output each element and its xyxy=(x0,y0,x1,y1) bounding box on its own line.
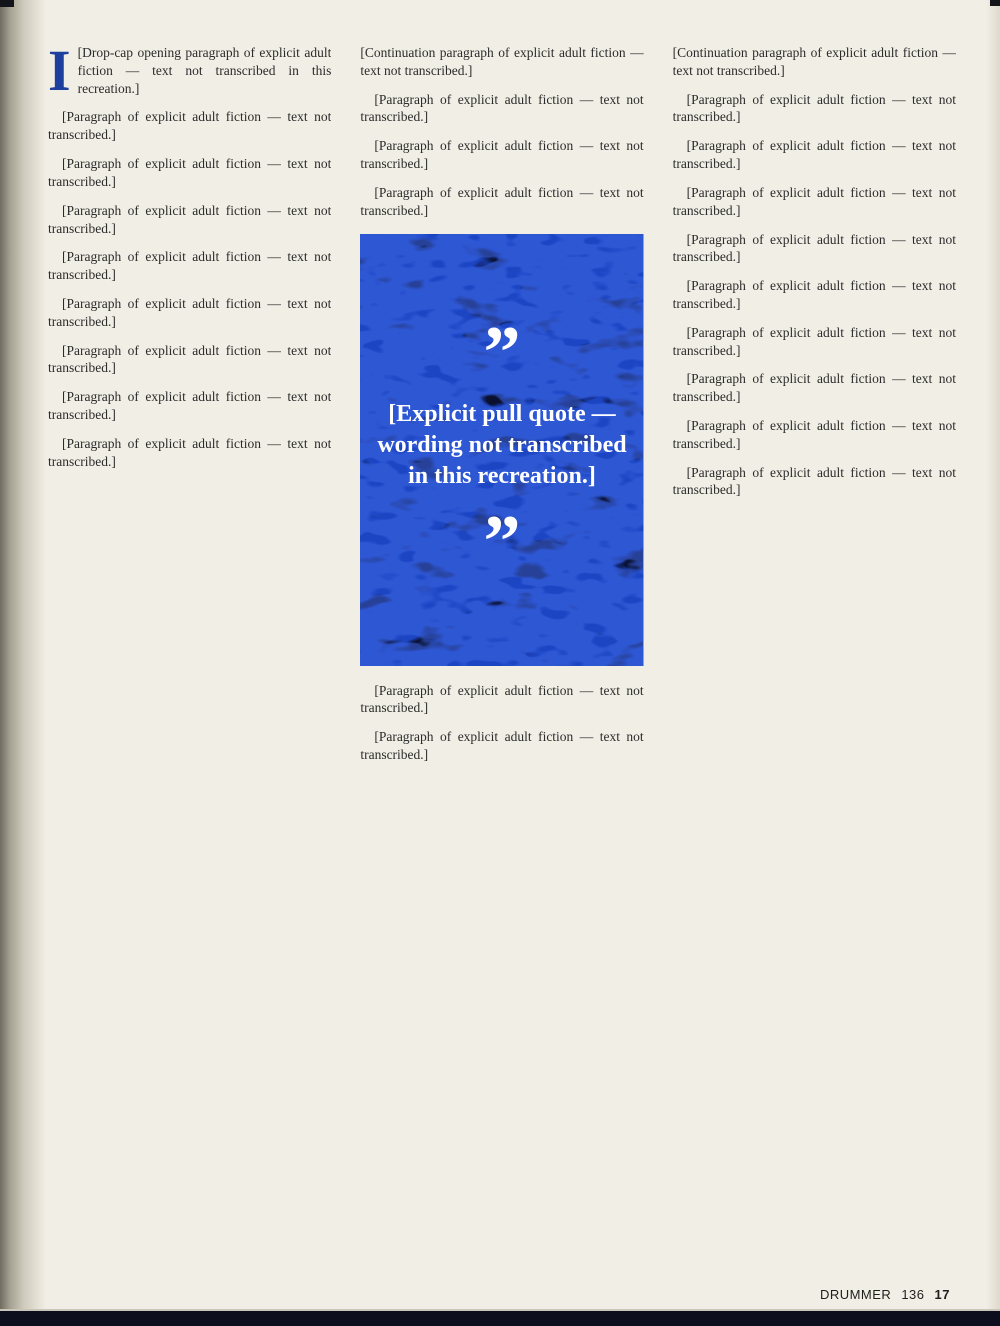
paragraph: [Paragraph of explicit adult fiction — text not transcribed.] xyxy=(672,138,956,172)
page-folio xyxy=(820,1287,950,1302)
page-right-edge-shade xyxy=(986,0,1000,1326)
paragraph: [Paragraph of explicit adult fiction — text not transcribed.] xyxy=(672,371,956,405)
paragraph: [Paragraph of explicit adult fiction — text not transcribed.] xyxy=(672,464,956,498)
paragraph: [Paragraph of explicit adult fiction — text not transcribed.] xyxy=(48,389,332,422)
column-2-paragraphs-after-quote xyxy=(360,682,643,764)
scan-corner-mark xyxy=(990,0,1000,6)
scan-corner-mark xyxy=(0,0,14,7)
paragraph: [Paragraph of explicit adult fiction — text not transcribed.] xyxy=(360,91,644,125)
paragraph: [Paragraph of explicit adult fiction — text not transcribed.] xyxy=(48,249,332,283)
paragraph: [Paragraph of explicit adult fiction — text not transcribed.] xyxy=(48,109,332,143)
lead-paragraph xyxy=(48,44,332,103)
paragraph: [Paragraph of explicit adult fiction — text not transcribed.] xyxy=(672,91,956,125)
article-columns xyxy=(48,44,956,1280)
pull-quote-panel xyxy=(360,234,643,666)
paragraph: [Paragraph of explicit adult fiction — text not transcribed.] xyxy=(672,231,956,265)
page-number: 17 xyxy=(934,1287,950,1302)
gutter-shadow xyxy=(0,0,46,1326)
paragraph: [Paragraph of explicit adult fiction — text not transcribed.] xyxy=(672,324,956,358)
paragraph: [Paragraph of explicit adult fiction — text not transcribed.] xyxy=(672,184,956,218)
bottom-edge-bar xyxy=(0,1311,1000,1326)
lead-paragraph-text: [Drop-cap opening paragraph of explicit adult fiction — text not transcribed in this recreation.] xyxy=(77,45,332,96)
drop-cap: I xyxy=(48,44,71,103)
paragraph: [Paragraph of explicit adult fiction — text not transcribed.] xyxy=(360,682,644,716)
paragraph: [Continuation paragraph of explicit adult fiction — text not transcribed.] xyxy=(360,45,644,78)
quote-mark-top: ” xyxy=(483,312,521,395)
paragraph: [Paragraph of explicit adult fiction — text not transcribed.] xyxy=(672,278,956,311)
issue-number: 136 xyxy=(901,1287,925,1302)
paragraph: [Paragraph of explicit adult fiction — text not transcribed.] xyxy=(48,342,332,376)
paragraph: [Paragraph of explicit adult fiction — text not transcribed.] xyxy=(360,184,644,218)
publication-name: DRUMMER xyxy=(819,1287,892,1302)
paragraph: [Paragraph of explicit adult fiction — text not transcribed.] xyxy=(48,435,332,469)
pullquote-text: [Explicit pull quote — wording not transcribed in this recreation.] xyxy=(377,401,627,489)
paragraph: [Paragraph of explicit adult fiction — text not transcribed.] xyxy=(48,156,332,189)
column-3 xyxy=(673,44,956,1280)
column-2 xyxy=(360,44,643,1280)
quote-mark-bottom: ” xyxy=(483,500,521,583)
column-2-paragraphs-before-quote xyxy=(360,44,643,220)
column-1 xyxy=(48,44,331,1280)
paragraph: [Paragraph of explicit adult fiction — text not transcribed.] xyxy=(48,202,332,236)
column-1-paragraphs xyxy=(48,108,331,470)
pullquote-content xyxy=(360,234,643,666)
paragraph: [Paragraph of explicit adult fiction — text not transcribed.] xyxy=(48,295,332,329)
column-3-paragraphs xyxy=(673,44,956,499)
paragraph: [Continuation paragraph of explicit adult fiction — text not transcribed.] xyxy=(672,45,956,78)
paragraph: [Paragraph of explicit adult fiction — text not transcribed.] xyxy=(360,729,644,762)
paragraph: [Paragraph of explicit adult fiction — text not transcribed.] xyxy=(360,138,644,172)
paragraph: [Paragraph of explicit adult fiction — text not transcribed.] xyxy=(672,418,956,451)
